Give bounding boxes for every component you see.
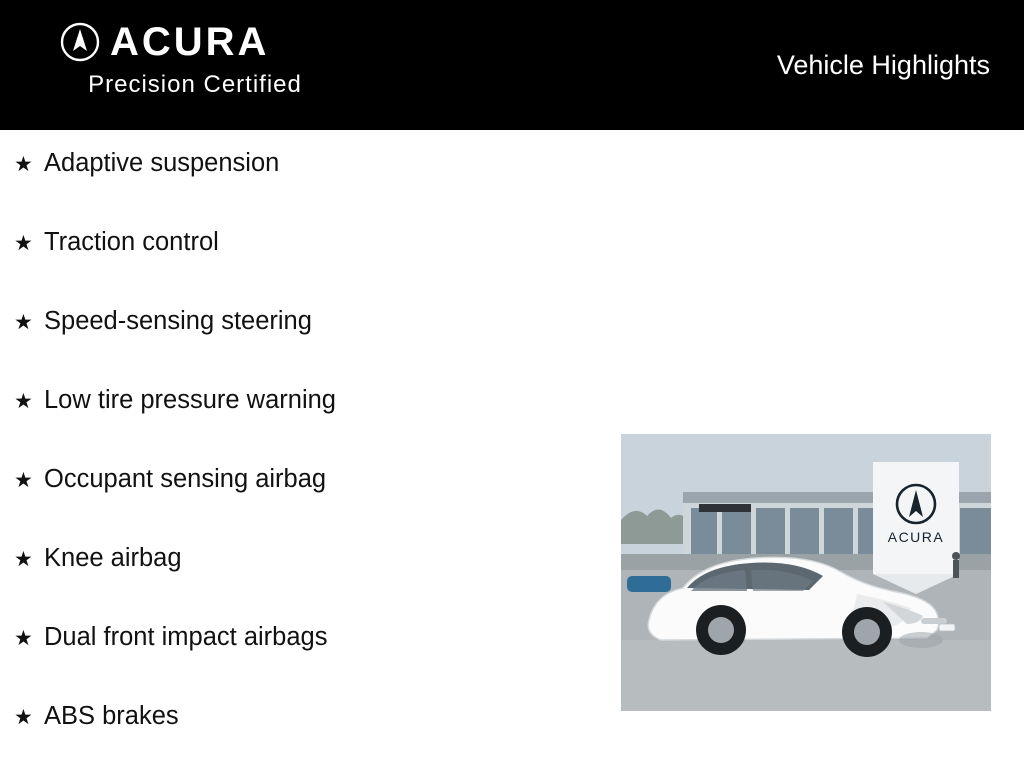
star-icon: ★ [14, 469, 33, 492]
list-item [0, 385, 600, 464]
brand-lockup [60, 22, 330, 112]
list-item [0, 306, 600, 385]
acura-caliper-icon [60, 22, 100, 62]
svg-text:ACURA: ACURA [887, 529, 945, 545]
feature-label: ABS brakes [44, 702, 179, 730]
list-item [0, 622, 600, 701]
list-item [0, 227, 600, 306]
feature-label: Low tire pressure warning [44, 386, 336, 414]
star-icon: ★ [14, 548, 33, 571]
main-content [0, 130, 1024, 768]
list-item [0, 148, 600, 227]
star-icon: ★ [14, 311, 33, 334]
star-icon: ★ [14, 390, 33, 413]
list-item [0, 701, 600, 780]
feature-label: Occupant sensing airbag [44, 465, 327, 493]
feature-label: Knee airbag [44, 544, 182, 572]
feature-label: Speed-sensing steering [44, 307, 312, 335]
feature-label: Dual front impact airbags [44, 623, 328, 651]
list-item [0, 543, 600, 622]
star-icon: ★ [14, 232, 33, 255]
star-icon: ★ [14, 706, 33, 729]
brand-row [60, 22, 330, 62]
page-title: Vehicle Highlights [776, 50, 990, 80]
vehicle-photo [621, 434, 991, 711]
brand-tagline: Precision Certified [88, 71, 302, 98]
feature-list [0, 130, 600, 780]
feature-label: Traction control [44, 228, 219, 256]
list-item [0, 464, 600, 543]
star-icon: ★ [14, 627, 33, 650]
page-header [0, 0, 1024, 130]
star-icon: ★ [14, 153, 33, 176]
feature-label: Adaptive suspension [44, 149, 280, 177]
brand-wordmark: ACURA [110, 20, 270, 64]
